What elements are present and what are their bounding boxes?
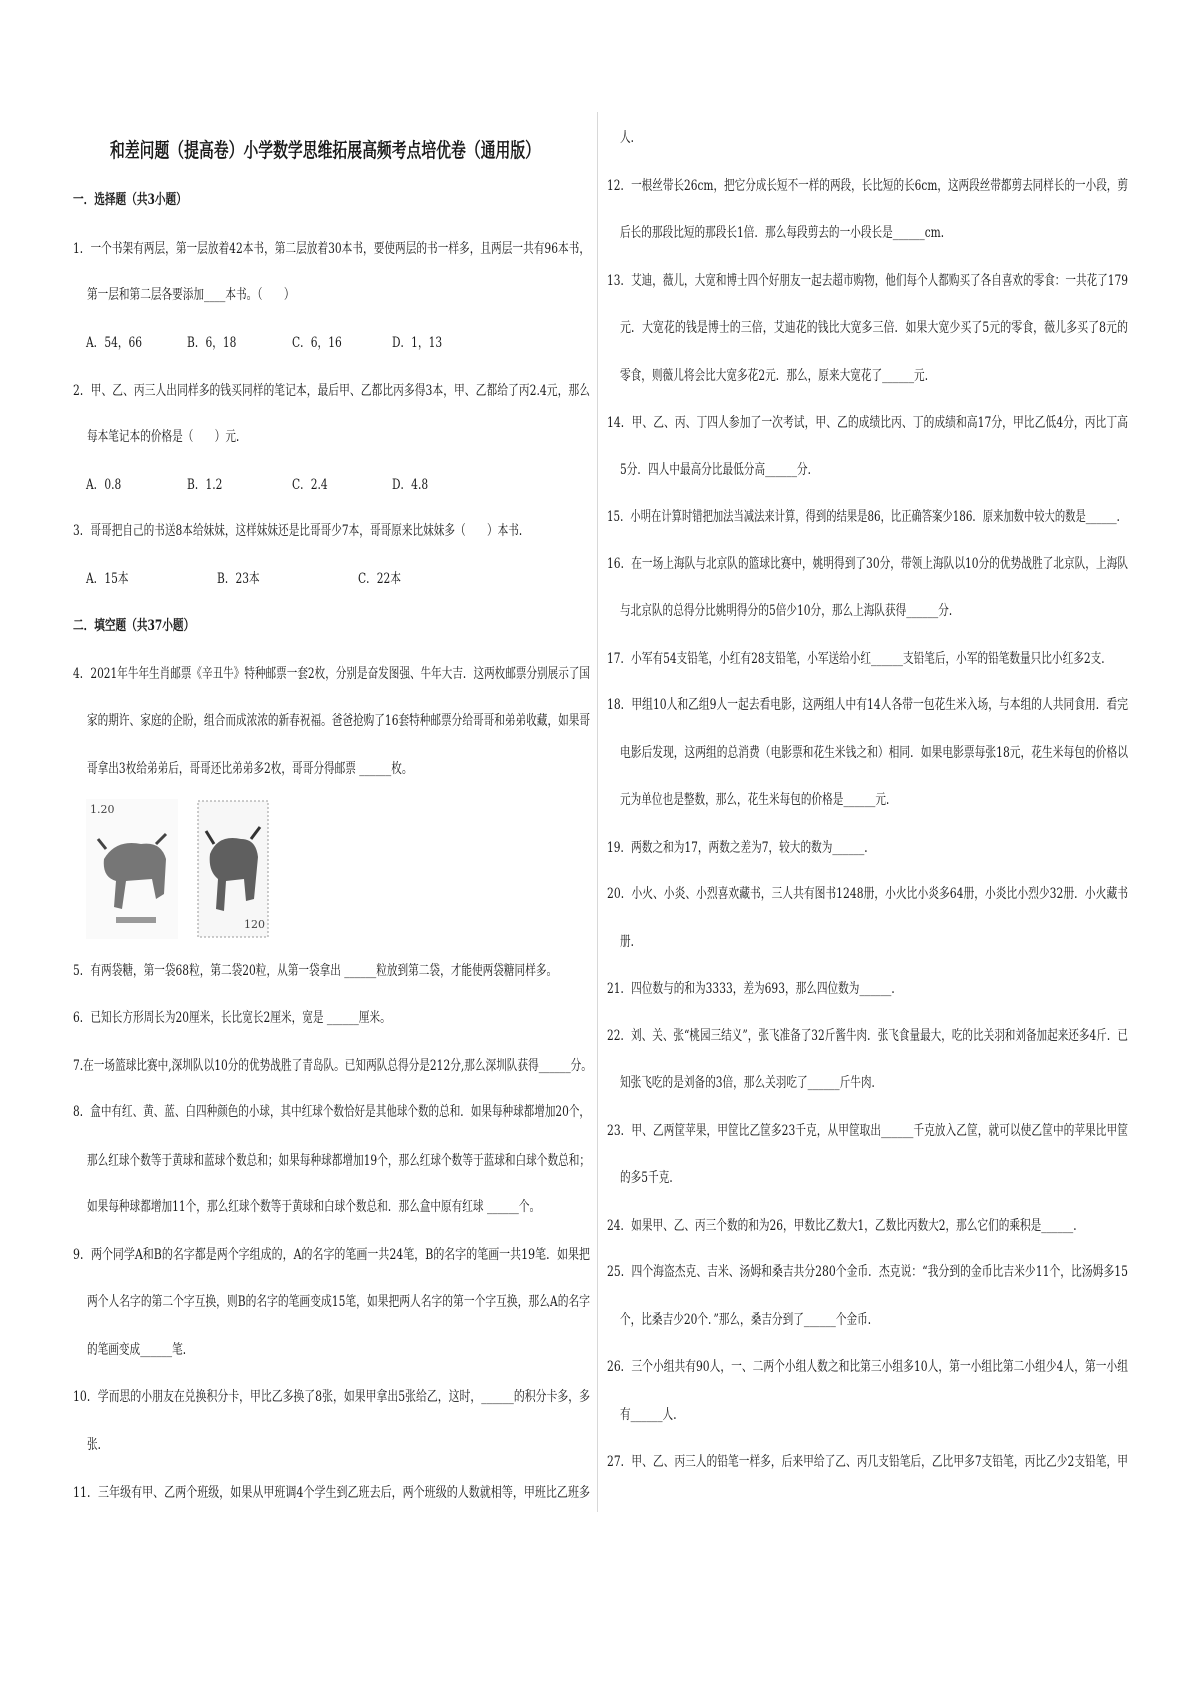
question-18-line: 18．甲组10人和乙组9人一起去看电影，这两组人中有14人各带一包花生米入场，与本组的人共同食用．看完 <box>607 697 1128 713</box>
question-18-line: 元为单位也是整数，那么，花生米每包的价格是______元． <box>620 792 897 808</box>
stamp-image-ox-left <box>86 799 178 939</box>
question-6-line: 6．已知长方形周长为20厘米，长比宽长2厘米，宽是 ______厘米。 <box>73 1010 391 1026</box>
question-10-line: 10．学而思的小朋友在兑换积分卡，甲比乙多换了8张，如果甲拿出5张给乙，这时，______的积分卡多，多 <box>73 1389 590 1405</box>
question-9-line: 9．两个同学A和B的名字都是两个字组成的，A的名字的笔画一共24笔，B的名字的笔画一共19笔．如果把 <box>73 1247 590 1263</box>
question-2-line: 每本笔记本的价格是（ ）元． <box>87 429 247 445</box>
question-14-line: 14．甲、乙、丙、丁四人参加了一次考试，甲、乙的成绩比丙、丁的成绩和高17分，甲比乙低4分，丙比丁高 <box>607 415 1128 431</box>
question-11-line: 11．三年级有甲、乙两个班级，如果从甲班调4个学生到乙班去后，两个班级的人数就相等，甲班比乙班多 <box>73 1485 590 1501</box>
answer-option: D．4.8 <box>392 477 429 493</box>
answer-option: B．6，18 <box>187 335 237 351</box>
answer-option: C．22本 <box>358 571 401 587</box>
question-10-line: 张． <box>87 1437 109 1453</box>
question-4-line: 哥拿出3枚给弟弟后，哥哥还比弟弟多2枚，哥哥分得邮票 ______枚。 <box>87 761 413 777</box>
section-heading-fill: 二．填空题（共37小题） <box>73 618 195 634</box>
question-1-line: 1．一个书架有两层，第一层放着42本书，第二层放着30本书，要使两层的书一样多，且两层一共有96本书， <box>73 241 590 257</box>
question-2-line: 2．甲、乙、丙三人出同样多的钱买同样的笔记本，最后甲、乙都比丙多得3本，甲、乙都给了丙2.4元，那么 <box>73 383 590 399</box>
question-23-line: 的多5千克． <box>620 1170 680 1186</box>
answer-option: B．1.2 <box>187 477 223 493</box>
question-25-line: 25．四个海盗杰克、吉米、汤姆和桑吉共分280个金币．杰克说：“我分到的金币比吉米少11个，比汤姆多15 <box>607 1264 1128 1280</box>
question-16-line: 与北京队的总得分比姚明得分的5倍少10分，那么上海队获得______分． <box>620 603 960 619</box>
question-13-line: 元．大宽花的钱是博士的三倍，艾迪花的钱比大宽多三倍．如果大宽少买了5元的零食，薇儿多买了8元的 <box>620 320 1128 336</box>
question-12-line: 12．一根丝带长26cm，把它分成长短不一样的两段，长比短的长6cm，这两段丝带都剪去同样长的一小段，剪 <box>607 178 1128 194</box>
question-13-line: 13．艾迪，薇儿，大宽和博士四个好朋友一起去超市购物，他们每个人都购买了各自喜欢的零食：一共花了179 <box>607 273 1128 289</box>
question-21-line: 21．四位数与的和为3333，差为693，那么四位数为______． <box>607 981 903 997</box>
section-heading-choice: 一．选择题（共3小题） <box>73 192 187 208</box>
stamp-value-left: 1.20 <box>90 803 115 816</box>
stamp-value-right: 120 <box>244 918 265 931</box>
question-16-line: 16．在一场上海队与北京队的篮球比赛中，姚明得到了30分，带领上海队以10分的优势战胜了北京队，上海队 <box>607 556 1128 572</box>
page-title: 和差问题（提高卷）小学数学思维拓展高频考点培优卷（通用版） <box>110 138 540 162</box>
question-22-line: 知张飞吃的是刘备的3倍，那么关羽吃了______斤牛肉． <box>620 1075 883 1091</box>
question-22-line: 22．刘、关、张“桃园三结义”，张飞准备了32斤酱牛肉．张飞食量最大，吃的比关羽和刘备加起来还多4斤．已 <box>607 1028 1128 1044</box>
question-4-line: 家的期许、家庭的企盼，组合而成浓浓的新春祝福。爸爸抢购了16套特种邮票分给哥哥和弟弟收藏，如果哥 <box>87 713 590 729</box>
question-20-line: 20．小火、小炎、小烈喜欢藏书，三人共有图书1248册，小火比小炎多64册，小炎比小烈少32册．小火藏书 <box>607 886 1128 902</box>
question-9-line: 的笔画变成______笔． <box>87 1342 194 1358</box>
question-17-line: 17．小军有54支铅笔，小红有28支铅笔，小军送给小红______支铅笔后，小军的铅笔数量只比小红多2支． <box>607 651 1112 667</box>
answer-option: C．2.4 <box>292 477 328 493</box>
question-1-line: 第一层和第二层各要添加____本书。（ ） <box>87 287 295 303</box>
column-divider <box>597 112 598 1512</box>
question-9-line: 两个人名字的第二个字互换，则B的名字的笔画变成15笔，如果把两人名字的第一个字互换，那么A的名字 <box>87 1294 590 1310</box>
question-23-line: 23．甲、乙两筐苹果，甲筐比乙筐多23千克，从甲筐取出______千克放入乙筐，就可以使乙筐中的苹果比甲筐 <box>607 1123 1128 1139</box>
question-3-line: 3．哥哥把自己的书送8本给妹妹，这样妹妹还是比哥哥少7本，哥哥原来比妹妹多（ ）本书． <box>73 523 530 539</box>
question-4-line: 4．2021年牛年生肖邮票《辛丑牛》特种邮票一套2枚，分别是奋发图强、牛年大吉．这两枚邮票分别展示了国 <box>73 666 590 682</box>
answer-option: D．1，13 <box>392 335 443 351</box>
answer-option: A．15本 <box>86 571 129 587</box>
answer-option: A．54，66 <box>86 335 143 351</box>
answer-option: B．23本 <box>217 571 260 587</box>
question-24-line: 24．如果甲、乙、丙三个数的和为26，甲数比乙数大1，乙数比丙数大2，那么它们的乘积是______． <box>607 1218 1084 1234</box>
question-20-line: 册． <box>620 934 642 950</box>
question-14-line: 5分．四人中最高分比最低分高______分． <box>620 462 819 478</box>
question-11-line: 人． <box>620 130 642 146</box>
answer-option: A．0.8 <box>86 477 122 493</box>
question-8-line: 如果每种球都增加11个，那么红球个数等于黄球和白球个数总和．那么盒中原有红球 ______个。 <box>87 1199 541 1215</box>
question-27-line: 27．甲、乙、丙三人的铅笔一样多，后来甲给了乙、丙几支铅笔后，乙比甲多7支铅笔，丙比乙少2支铅笔，甲 <box>607 1454 1128 1470</box>
question-12-line: 后长的那段比短的那段长1倍．那么每段剪去的一小段长是______cm． <box>620 225 952 241</box>
question-26-line: 有______人． <box>620 1407 684 1423</box>
question-13-line: 零食，则薇儿将会比大宽多花2元．那么，原来大宽花了______元． <box>620 368 936 384</box>
question-25-line: 个，比桑吉少20个．”那么，桑吉分到了______个金币． <box>620 1312 879 1328</box>
question-15-line: 15．小明在计算时错把加法当减法来计算，得到的结果是86，比正确答案少186．原来加数中较大的数是______． <box>607 509 1127 525</box>
question-26-line: 26．三个小组共有90人，一、二两个小组人数之和比第三小组多10人，第一小组比第二小组少4人，第一小组 <box>607 1359 1128 1375</box>
question-8-line: 8．盒中有红、黄、蓝、白四种颜色的小球，其中红球个数恰好是其他球个数的总和．如果每种球都增加20个， <box>73 1104 590 1120</box>
question-5-line: 5．有两袋糖，第一袋68粒，第二袋20粒，从第一袋拿出 ______粒放到第二袋，才能使两袋糖同样多。 <box>73 963 558 979</box>
question-8-line: 那么红球个数等于黄球和蓝球个数总和；如果每种球都增加19个，那么红球个数等于蓝球和白球个数总和； <box>87 1153 590 1169</box>
answer-option: C．6，16 <box>292 335 342 351</box>
question-18-line: 电影后发现，这两组的总消费（电影票和花生米钱之和）相同．如果电影票每张18元，花生米每包的价格以 <box>620 745 1128 761</box>
question-19-line: 19．两数之和为17，两数之差为7，较大的数为______． <box>607 840 875 856</box>
question-7-line: 7.在一场篮球比赛中,深圳队以10分的优势战胜了青岛队。已知两队总得分是212分,那么深圳队获得______分。 <box>73 1058 592 1074</box>
